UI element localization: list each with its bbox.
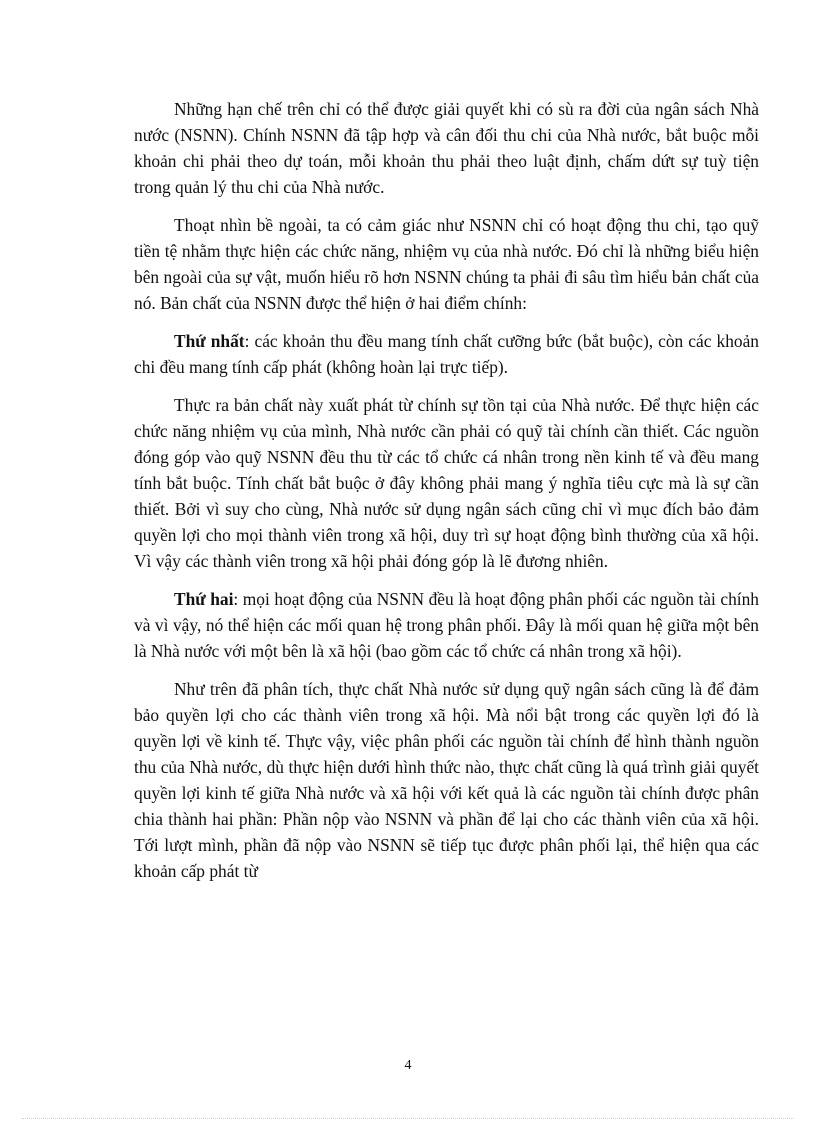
paragraph-lead: Thứ hai — [174, 589, 234, 609]
paragraph-6 — [134, 676, 759, 884]
page-boundary-divider — [22, 1118, 794, 1119]
page-body — [134, 96, 759, 896]
paragraph-1 — [134, 96, 759, 200]
page-number: 4 — [404, 1058, 412, 1073]
paragraph-4 — [134, 392, 759, 574]
paragraph-lead: Thứ nhất — [174, 331, 245, 351]
paragraph-text: : các khoản thu đều mang tính chất cưỡng bức (bắt buộc), còn các khoản chi đều mang tính cấp phát (không hoàn lại trực tiếp). — [134, 331, 759, 377]
paragraph-3 — [134, 328, 759, 380]
paragraph-text: Những hạn chế trên chỉ có thể được giải quyết khi có sù ra đời của ngân sách Nhà nước (NSNN). Chính NSNN đã tập hợp và cân đối thu chi của Nhà nước, bắt buộc mỗi khoản chi phải theo dự toán, mỗi khoản thu phải theo luật định, chấm dứt sự tuỳ tiện trong quản lý thu chi của Nhà nước. — [134, 99, 759, 197]
paragraph-text: Như trên đã phân tích, thực chất Nhà nước sử dụng quỹ ngân sách cũng là để đảm bảo quyền lợi cho các thành viên trong xã hội. Mà nổi bật trong các quyền lợi đó là quyền lợi về kinh tế. Thực vậy, việc phân phối các nguồn tài chính để hình thành nguồn thu của Nhà nước, dù thực hiện dưới hình thức nào, thực chất cũng là quá trình giải quyết quyền lợi kinh tế giữa Nhà nước và xã hội với kết quả là các nguồn tài chính được phân chia thành hai phần: Phần nộp vào NSNN và phần để lại cho các thành viên của xã hội. Tới lượt mình, phần đã nộp vào NSNN sẽ tiếp tục được phân phối lại, thể hiện qua các khoản cấp phát từ — [134, 679, 759, 881]
paragraph-text: Thực ra bản chất này xuất phát từ chính sự tồn tại của Nhà nước. Để thực hiện các chức năng nhiệm vụ của mình, Nhà nước cần phải có quỹ tài chính cần thiết. Các nguồn đóng góp vào quỹ NSNN đều thu từ các tổ chức cá nhân trong nền kinh tế và đều mang tính bắt buộc. Tính chất bắt buộc ở đây không phải mang ý nghĩa tiêu cực mà là sự cần thiết. Bởi vì suy cho cùng, Nhà nước sử dụng ngân sách cũng chỉ vì mục đích bảo đảm quyền lợi cho mọi thành viên trong xã hội, duy trì sự hoạt động bình thường của xã hội. Vì vậy các thành viên trong xã hội phải đóng góp là lẽ đương nhiên. — [134, 395, 759, 571]
paragraph-2 — [134, 212, 759, 316]
paragraph-text: : mọi hoạt động của NSNN đều là hoạt động phân phối các nguồn tài chính và vì vậy, nó thể hiện các mối quan hệ trong phân phối. Đây là mối quan hệ giữa một bên là Nhà nước với một bên là xã hội (bao gồm các tổ chức cá nhân trong xã hội). — [134, 589, 759, 661]
paragraph-5 — [134, 586, 759, 664]
paragraph-text: Thoạt nhìn bề ngoài, ta có cảm giác như NSNN chỉ có hoạt động thu chi, tạo quỹ tiền tệ nhằm thực hiện các chức năng, nhiệm vụ của nhà nước. Đó chỉ là những biểu hiện bên ngoài của sự vật, muốn hiểu rõ hơn NSNN chúng ta phải đi sâu tìm hiểu bản chất của nó. Bản chất của NSNN được thể hiện ở hai điểm chính: — [134, 215, 759, 313]
